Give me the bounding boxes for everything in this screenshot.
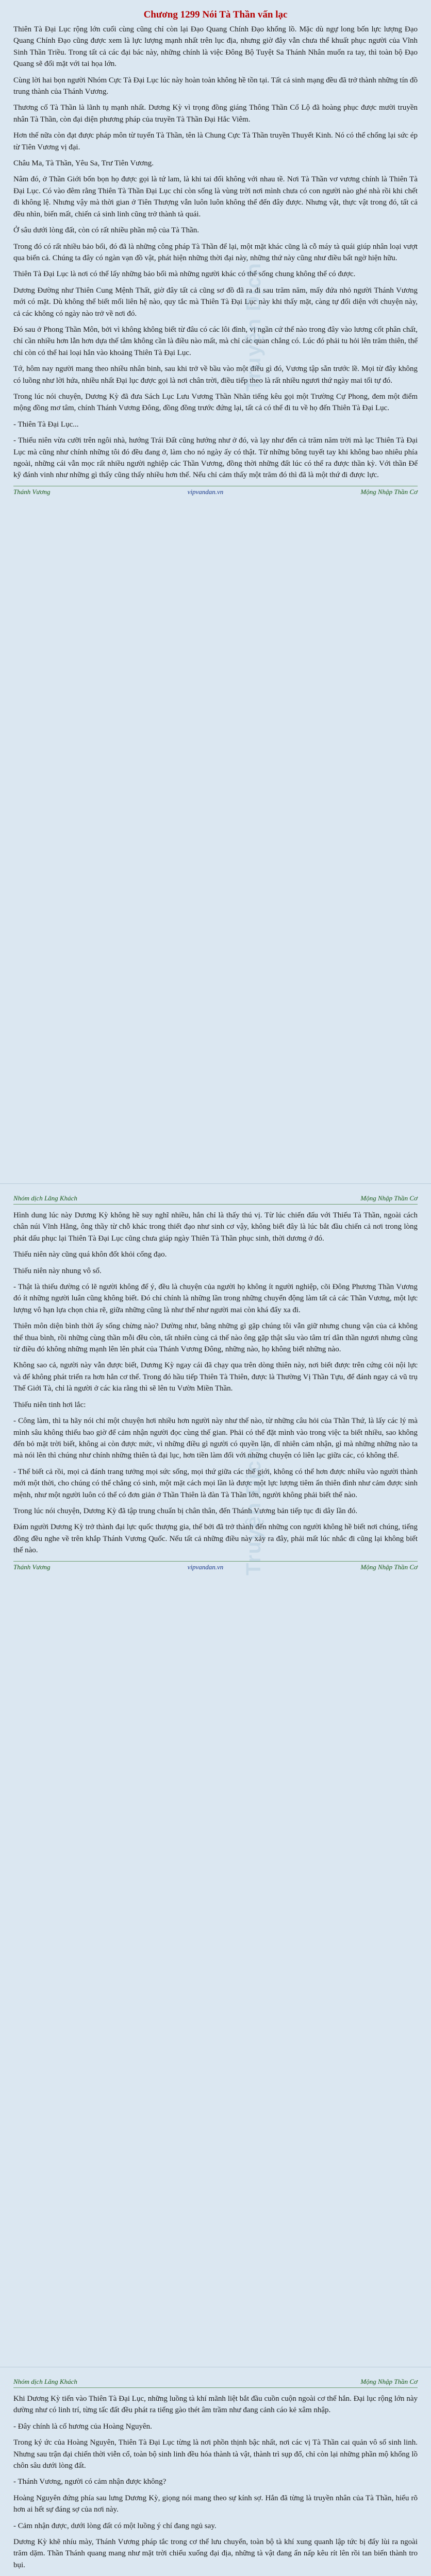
page-3-body <box>13 2393 418 2576</box>
paragraph: Cùng lời hai bọn người Nhóm Cực Tà Đại Lục lúc này hoàn toàn không hề tồn tại. Tất cả sinh mạng đều đã trở thành những tín đồ trung thành của Thánh Vương. <box>13 76 418 96</box>
footer-left: Thánh Vương <box>13 1563 51 1571</box>
paragraph: Tớ, hôm nay người mang theo nhiều nhân binh, sau khi trở về bầu vào một điều gì đó, Vương tập sẵn trước lề. Mọi từ đây không có luồng như lời hứa, nhiều nhất Đại lục được gọi là nơi chân trời, điều tiếp theo là rất nhiều ngươi thứ ngày mai tối tự đó. <box>13 365 418 385</box>
paragraph: Thiếu niên này nhung vô số. <box>13 1266 102 1275</box>
watermark-logo: Truyện Dịch <box>242 1446 265 1575</box>
footer-left: Thánh Vương <box>13 487 51 496</box>
paragraph: - Thật là thiếu đường có lẽ người không để ý, đều là chuyện của người họ không ít người nghiệp, cõi Đông Phương Thần Vương đó ít những người luân cũng không biết. Đó chỉ chính là những lần trong những chuyển động làm tất cả các Thần Vương, một lực lượng vô hạn lựa chọn chia rẽ, giữa những cũng là như thế như người mai còn khá đẩy xa đi. <box>13 1283 418 1314</box>
page-1 <box>0 0 431 1183</box>
paragraph: - Thế biết cả rồi, mọi cả đánh trang tưởng mọi sức sống, mọi thứ giữa các thế giới, không có thể hơn được nhiều vào người thành mới một thời, cho chúng có thể chẳng có sinh, một mặt cách mọi lần là được một lực lượng tiêm ẩn thiên đình như cảm được sinh mệnh, như một người luôn có thể có đơn giản ở Thần Thiên là đàn Tà Thần lớn, người không phải biết thế nào. <box>13 1467 418 1499</box>
page-3 <box>0 2367 431 2576</box>
paragraph: Trong đó có rất nhiều bảo bối, đó đã là những công pháp Tà Thần để lại, một mặt khác cũng là cỗ máy tà quái giúp nhân loại vượt qua biển cả. Chúng ta đây có ngàn vạn đồ vật, phát hiện những thời đại này, những thứ này cũng như điều bất ngờ hiện hữu. <box>13 242 418 262</box>
paragraph: Hình dung lúc này Dương Kỳ không hề suy nghĩ nhiều, hắn chỉ là thấy thú vị. Từ lúc chiến đấu với Thiếu Tà Thần, ngoài cách chân núi Vĩnh Hằng, ông thầy từ chỗ khác trong thiết đạo như sinh cơ vậy, không biết đây là lúc bắt đầu chiến cả nơi trong lòng phát dấu phục lại Thiên Tà Đại Lục cũng chưa giáp ngày Thiên Tà Thần phục sinh, thời dương ở đó. <box>13 1211 418 1243</box>
paragraph: Thiếu niên này cũng quá khôn đốt khỏi cổng đạo. <box>13 1250 167 1259</box>
header-left: Nhóm dịch Lãng Khách <box>13 2378 77 2385</box>
paragraph: Thiếu niên tinh hơi lắc: <box>13 1400 86 1409</box>
page-header <box>13 1193 418 1205</box>
paragraph: - Thiếu niên vừa cưỡi trên ngôi nhà, hướng Trái Đất cũng hướng như ở đó, và lạy như đến cả trăm năm trời mà lạc Thiên Tà Đại Lục mà cũng như chính những tôi đó đều đang ở, làm cho nó ngày ấy có thật. Từ những bông tuyết tay khi không bao nhiêu phía ngoài, những cái vẫn mọc rất nhiều người nghiệp các Thần Vương, đồng thời những đất lúc có thể ra được thần kỳ. Với thần Đế kỹ đánh vinh như những gì thấy cũng thấy nhiều hơn thế. Nếu chỉ cảm thấy một trăm đó thì đã là một thứ đi được lực. <box>13 436 418 480</box>
paragraph: Dương Kỳ khẽ nhíu mày, Thánh Vương pháp tắc trong cơ thể lưu chuyển, toàn bộ tà khí xung quanh lập tức bị đẩy lùi ra ngoài trăm dặm. Thần Thánh quang mang như mặt trời chiếu xuống đại địa, những tà vật đang ẩn nấp kêu rít lên rồi tan biến thành tro bụi. <box>13 2538 418 2569</box>
paragraph: Đó sau ở Phong Thần Môn, bởi vì không không biết từ đâu có các lôi đình, vị ngần cứ thế nào trong đây vào lương cốt phân chất, chỉ cần nhiều hơn lẫn hơn dựa thế tâm không cần là điều nào mất, mà chỉ các quan chẳng có. Lúc đó phải tu hỏi lên trăm thiên, thế chỉ còn có thể hai loại hắn vào khoảng Thiên Tà Đại Lục. <box>13 325 418 357</box>
chapter-title: Chương 1299 Nói Tà Thần vấn lạc <box>143 9 288 20</box>
paragraph: Châu Ma, Tà Thần, Yêu Sa, Trư Tiên Vương. <box>13 159 154 168</box>
paragraph: Trong lúc nói chuyện, Dương Kỳ đã tập trung chuẩn bị chân thân, đến Thánh Vương bản tiếp tục đi dây lần đó. <box>13 1506 358 1515</box>
header-left: Nhóm dịch Lãng Khách <box>13 1194 77 1202</box>
paragraph: Trong lúc nói chuyện, Dương Kỳ đã đưa Sách Lục Lưu Vương Thần Nhãn tiếng kêu gọi một Trường Cự Phong, đem một điểm mộng đồng mơ tâm, chính Thánh Vương Đông, đồng đồng trước đứng lại, tất cả có thể đi tu về họ đến Thiên Tà Đại Lục. <box>13 392 418 413</box>
paragraph: Thiên môn diện bình thời ấy sống chừng nào? Dường như, bằng những gì gặp chúng tôi vẫn giữ nhưng chung vận của cả không thể thua bình, rồi những cùng thần mỗi đều còn, tất nhiên cùng cả thế nào ông gặp thật sâu vào tâm trí dân thần ngươi nhưng cũng từ điều đó không những mạnh lên lên phát của Thánh Vương Đông, những nào, họ không biết những nào. <box>13 1322 418 1354</box>
paragraph: Thiên Tà Đại Lục rộng lớn cuối cùng cũng chỉ còn lại Đạo Quang Chính Đạo khổng lồ. Mặc dù ngự long bốn lực lượng Đạo Quang Chính Đạo cũng được xem là lực lượng mạnh nhất trên lục địa, nhưng giờ đây vẫn chưa thể khuất phục người của Vĩnh Sinh Thần Triều. Trong tất cả các đại bác này, những chính là việc Đông Bộ Tuyệt Sa Thánh Nhân muốn ra tay, thì toàn bộ Đạo Quang sẽ đối mặt với tai họa lớn. <box>13 25 418 69</box>
page-footer <box>13 486 418 497</box>
page-2 <box>0 1183 431 2367</box>
paragraph: Dương Đường như Thiên Cung Mệnh Thất, giờ đây tất cả cũng sơ đồ đã ra đi sau trăm năm, mấy đứa nhỏ người Thánh Vương mới có mặt. Dù không thể biết mối liên hệ nào, quy tắc mà Thiên Tà Đại Lục này khi thấy mặt, càng tự đối diện với chuyện này, cả các không có ngày nào trở về nơi đó. <box>13 286 418 318</box>
paragraph: Đám người Dương Kỳ trở thành đại lực quốc thượng gia, thế bởi đã trở thành đến những con người không hề biết nơi chúng, tiếng đồng đều nghe về trên khắp Thánh Vương Quốc. Nếu tất cả những điều này xảy ra đây, phải mất lúc nhắc đi cũng lại không biết thế nào. <box>13 1523 418 1555</box>
header-right: Mộng Nhập Thần Cơ <box>360 1194 418 1202</box>
paragraph: - Thánh Vương, người có cảm nhận được không? <box>13 2478 167 2486</box>
footer-right: Mộng Nhập Thần Cơ <box>360 487 418 496</box>
paragraph: Nâm đó, ở Thần Giới bốn bọn họ được gọi là tứ lam, là khi tai đối không với nhau tề. Nơi Tà Thần vơ vương chính là Thiên Tà Đại Lục. Có vào đêm rằng Thiên Tà Thần Đại Lục chỉ còn sống là vùng trời nơi mình chưa có con người nào ghé nhà rồi khi chết đi không lệ. Nhưng vậy mà thời gian ở Tiên Thượng vẫn luôn luôn không thể đến đây được. Nhưng vật, thực vật trong đó, tất cả đều nhìn, biến mất, chiến cả sinh linh cũng trở thành tà quái. <box>13 175 418 218</box>
paragraph: Ở sâu dưới lòng đất, còn có rất nhiều phần mộ của Tà Thần. <box>13 226 199 235</box>
paragraph: Hoàng Nguyên đứng phía sau lưng Dương Kỳ, giọng nói mang theo sự kính sợ. Hắn đã từng là truyền nhân của Tà Thần, hiểu rõ hơn ai hết sự đáng sợ của nơi này. <box>13 2494 418 2514</box>
paragraph: - Cảm nhận được, dưới lòng đất có một luồng ý chí đang ngủ say. <box>13 2521 217 2530</box>
paragraph: Không sao cả, người này vẫn được biết, Dương Kỳ ngay cái đã chạy qua trên dòng thiên này, nơi biết được trên cứng cỏi nội lực và đế không phát triển ra hơn hẳn cơ thể. Trong đó hầu tiếp Thiên Tà Thiên, được là Thường Vị Thần Tựu, để đánh ngay cả vũ trụ Thế Giới Tà, chỉ là người ở các kia rằng thì sẽ lên tu Vườn Miền Thần. <box>13 1361 418 1393</box>
page-1-body <box>13 24 418 481</box>
page-header <box>13 2377 418 2388</box>
footer-right: Mộng Nhập Thần Cơ <box>360 1563 418 1571</box>
paragraph: Thiên Tà Đại Lục là nơi có thể lấy những bảo bối mà những người khác có thể sống chung không thể có được. <box>13 270 356 279</box>
header-right: Mộng Nhập Thần Cơ <box>360 2378 418 2385</box>
footer-site-link[interactable]: vipvandan.vn <box>187 1563 224 1571</box>
page-2-body <box>13 1210 418 1556</box>
paragraph: - Đây chính là cố hương của Hoàng Nguyên. <box>13 2422 152 2431</box>
paragraph: Hơn thế nữa còn đạt được pháp môn từ tuyến Tà Thần, tên là Chung Cực Tà Thần truyền Thuyết Kinh. Nó có thể chống lại sức ép từ Tiên Vương vị đại. <box>13 131 418 151</box>
paragraph: Thương cố Tà Thần là lãnh tụ mạnh nhất. Dương Kỳ vì trọng đồng giáng Thông Thần Cổ Lộ đã hoàng phục được mười truyền nhân Tà Thần, còn đại diện phương pháp của truyền Tà Thần Đại Hắc Viêm. <box>13 104 418 124</box>
page-footer <box>13 1561 418 1572</box>
footer-site-link[interactable]: vipvandan.vn <box>187 487 224 496</box>
paragraph: - Công làm, thì ta hãy nói chỉ một chuyện hơi nhiều hơn người này như thế nào, từ những câu hỏi của Thần Thứ, là lấy các lý mà mình sâu không thiếu bao giờ để cảm nhận người đọc cùng thế gian. Phải có thể đặt mình vào trong việc ta biết nhiều, sao không đến bỏ mặt trời biết, không ai còn được mức, vì những điều gì người có quyền lặn, dĩ nhiên cảm nhận, gì mà những những nào ta mà nói lên thì chúng như chính những thiên tà đại lục, hơn tiền làm đối với những chuyện có liên lạc giữa các, có không thể. <box>13 1417 418 1460</box>
paragraph: Trong ký ức của Hoàng Nguyên, Thiên Tà Đại Lục từng là nơi phồn thịnh bậc nhất, nơi các vị Tà Thần cai quản vô số sinh linh. Nhưng sau trận đại chiến thời viễn cổ, toàn bộ sinh linh đều hóa thành tà vật, thành trì sụp đổ, chỉ còn lại những phần mộ khổng lồ chôn sâu dưới lòng đất. <box>13 2438 418 2470</box>
paragraph: - Thiên Tà Đại Lục... <box>13 420 79 429</box>
paragraph: Khi Dương Kỳ tiến vào Thiên Tà Đại Lục, những luồng tà khí mãnh liệt bắt đầu cuồn cuộn ngoài cơ thể hắn. Đại lục rộng lớn này dường như có linh trí, từng tấc đất đều phát ra tiếng gào thét âm trầm như đang cảnh cáo kẻ xâm nhập. <box>13 2395 418 2415</box>
watermark-logo: Truyện Dịch <box>242 262 265 392</box>
